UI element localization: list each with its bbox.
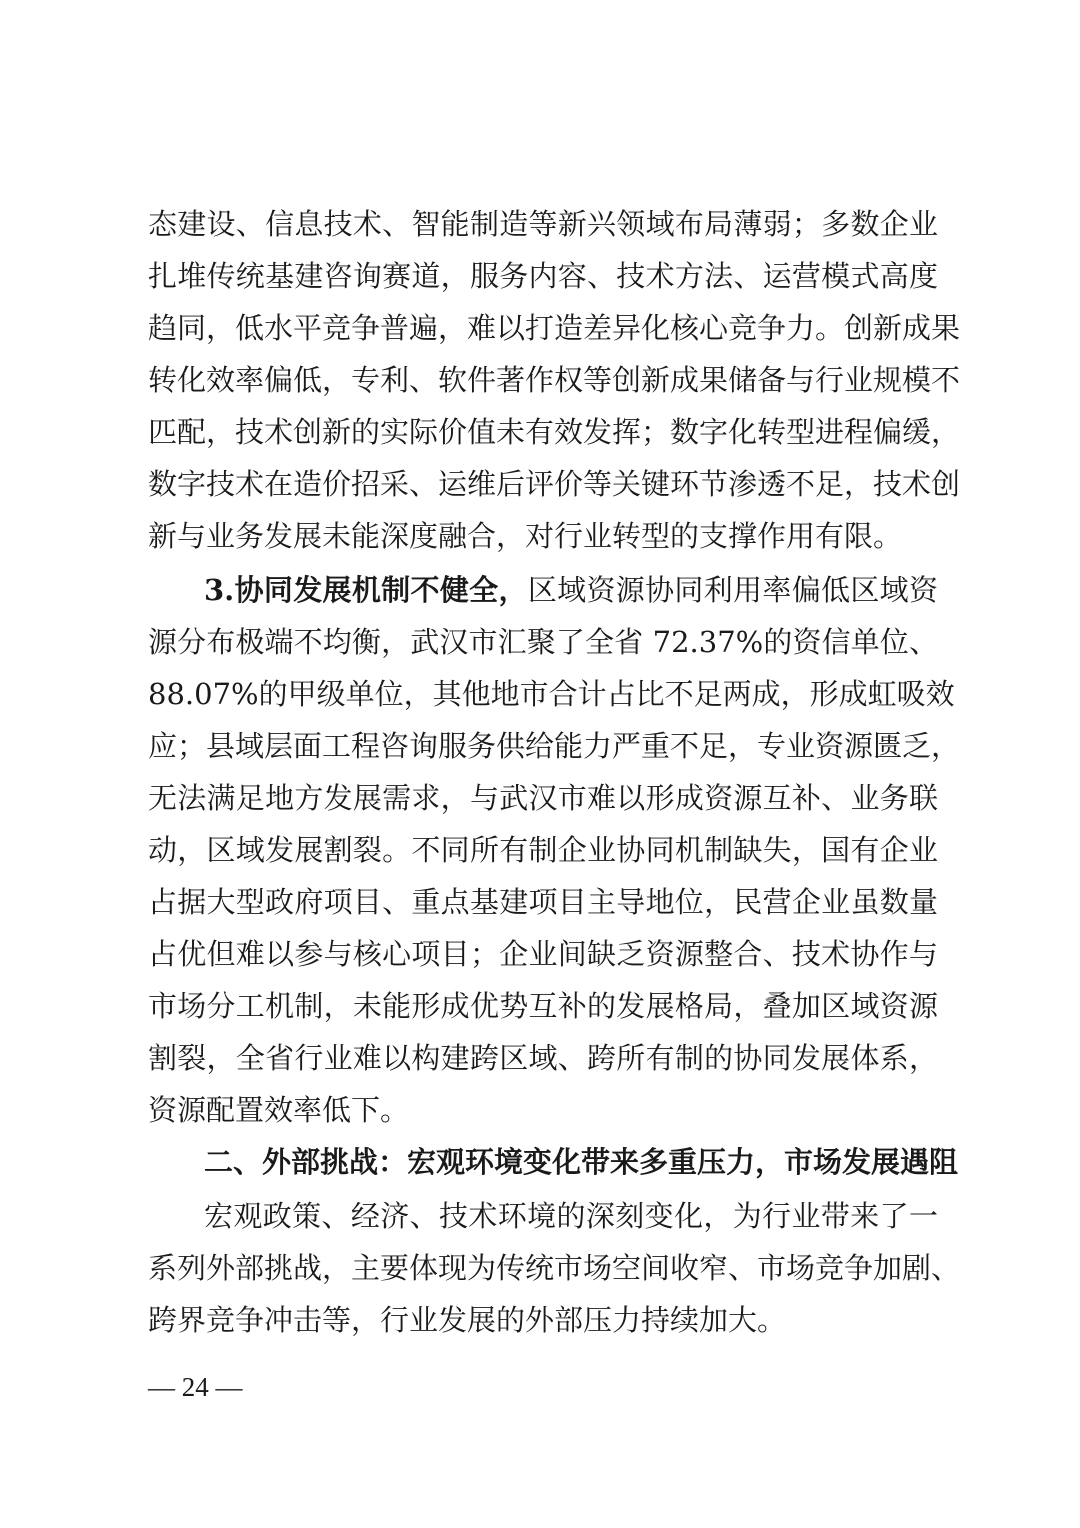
body-line: 割裂，全省行业难以构建跨区域、跨所有制的协同发展体系， (148, 1041, 938, 1075)
body-line: 态建设、信息技术、智能制造等新兴领域布局薄弱；多数企业 (148, 207, 938, 241)
body-line: 数字技术在造价招采、运维后评价等关键环节渗透不足，技术创 (148, 467, 961, 501)
body-line: 匹配，技术创新的实际价值未有效发挥；数字化转型进程偏缓， (148, 415, 961, 449)
body-line: 转化效率偏低，专利、软件著作权等创新成果储备与行业规模不 (148, 363, 961, 397)
body-line: 扎堆传统基建咨询赛道，服务内容、技术方法、运营模式高度 (148, 259, 938, 293)
section-3-text: 区域资源协同利用率偏低区域资 (527, 573, 938, 607)
section-3-first-line (204, 568, 938, 612)
section-heading: 二、外部挑战：宏观环境变化带来多重压力，市场发展遇阻 (204, 1145, 959, 1179)
body-line: 系列外部挑战，主要体现为传统市场空间收窄、市场竞争加剧、 (148, 1251, 961, 1285)
page-number: — 24 — (148, 1372, 243, 1402)
body-line: 动，区域发展割裂。不同所有制企业协同机制缺失，国有企业 (148, 833, 938, 867)
body-line: 无法满足地方发展需求，与武汉市难以形成资源互补、业务联 (148, 781, 938, 815)
body-line: 新与业务发展未能深度融合，对行业转型的支撑作用有限。 (148, 519, 903, 553)
body-line: 跨界竞争冲击等，行业发展的外部压力持续加大。 (148, 1303, 787, 1337)
body-line: 占优但难以参与核心项目；企业间缺乏资源整合、技术协作与 (148, 937, 938, 971)
body-line: 源分布极端不均衡，武汉市汇聚了全省 72.37%的资信单位、 (148, 625, 938, 659)
body-line: 88.07%的甲级单位，其他地市合计占比不足两成，形成虹吸效 (148, 677, 955, 711)
body-line: 趋同，低水平竞争普遍，难以打造差异化核心竞争力。创新成果 (148, 311, 961, 345)
body-line: 应；县域层面工程咨询服务供给能力严重不足，专业资源匮乏， (148, 729, 961, 763)
section-3-title: 3.协同发展机制不健全， (204, 573, 528, 607)
body-line: 资源配置效率低下。 (148, 1093, 410, 1127)
body-line: 占据大型政府项目、重点基建项目主导地位，民营企业虽数量 (148, 885, 938, 919)
body-line: 市场分工机制，未能形成优势互补的发展格局，叠加区域资源 (148, 989, 938, 1023)
body-line: 宏观政策、经济、技术环境的深刻变化，为行业带来了一 (204, 1199, 938, 1233)
